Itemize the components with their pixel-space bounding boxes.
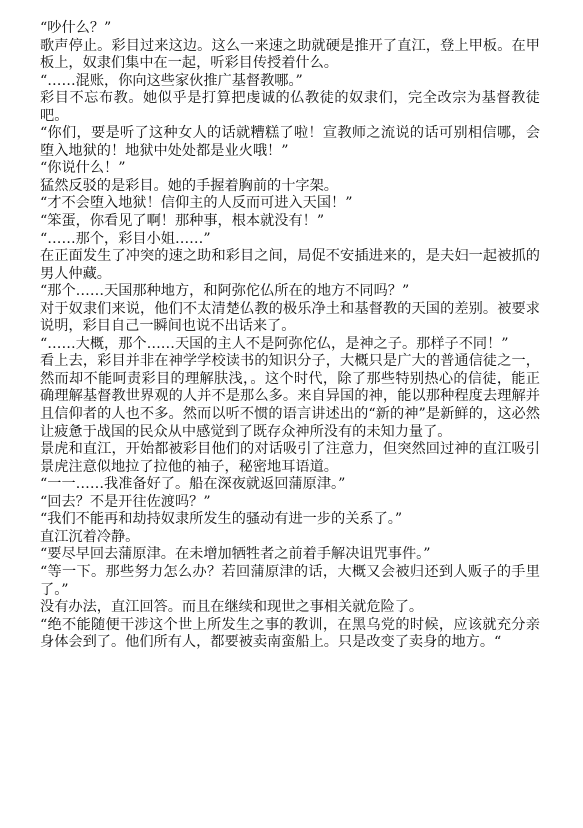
paragraph-8: “才不会堕入地狱！信仰主的人反而可进入天国！” — [40, 195, 353, 212]
paragraph-15: 看上去，彩目并非在神学学校读书的知识分子，大概只是广大的普通信徒之一，然而却不能呵责彩目的理解肤浅，。这个时代，除了那些特别热心的信徒，能正确理解基督教世界观的人并不是那么多。来自异国的神，能以那种程度去理解并且信仰者的人也不多。然而以听不惯的语言讲述出的“新的神”是新鲜的，这必然让疲惫于战国的民众从中感觉到了既存众神所没有的未知力量了。 — [40, 353, 540, 440]
paragraph-18: “回去？不是开往佐渡吗？” — [40, 493, 211, 510]
paragraph-6: “你说什么！” — [40, 160, 126, 177]
document-page — [40, 20, 540, 652]
paragraph-17: “一一……我准备好了。船在深夜就返回蒲原津。” — [40, 476, 346, 493]
paragraph-16: 景虎和直江，开始都被彩目他们的对话吸引了注意力，但突然回过神的直江吸引景虎注意似地拉了拉他的袖子，秘密地耳语道。 — [40, 441, 540, 475]
paragraph-10: “……那个，彩目小姐……” — [40, 230, 211, 247]
paragraph-5: “你们，要是听了这种女人的话就糟糕了啦！宣教师之流说的话可别相信哪，会堕入地狱的！地狱中处处都是业火哦！” — [40, 125, 540, 159]
paragraph-11: 在正面发生了冲突的速之助和彩目之间，局促不安插进来的，是夫妇一起被抓的男人仲藏。 — [40, 248, 540, 282]
paragraph-21: “要尽早回去蒲原津。在未增加牺牲者之前着手解决诅咒事件。” — [40, 546, 431, 563]
paragraph-1: “吵什么？” — [40, 20, 112, 36]
paragraph-19: “我们不能再和劫持奴隶所发生的骚动有进一步的关系了。” — [40, 511, 403, 528]
paragraph-22: “等一下。那些努力怎么办？若回蒲原津的话，大概又会被归还到人贩子的手里了。” — [40, 563, 540, 598]
paragraph-9: “笨蛋，你看见了啊！那种事，根本就没有！” — [40, 213, 325, 230]
paragraph-14: “……大概，那个……天国的主人不是阿弥佗仏，是神之子。那样子不同！” — [40, 335, 509, 352]
paragraph-13: 对于奴隶们来说，他们不太清楚仏教的极乐净土和基督教的天国的差别。被要求说明，彩目自己一瞬间也说不出话来了。 — [40, 300, 540, 335]
paragraph-20: 直江沉着冷静。 — [40, 528, 140, 545]
paragraph-3: “……混账，你向这些家伙推广基督教哪。” — [40, 72, 303, 89]
paragraph-7: 猛然反驳的是彩目。她的手握着胸前的十字架。 — [40, 177, 338, 194]
paragraph-24: “绝不能随便干涉这个世上所发生之事的教训，在黑乌党的时候，应该就充分亲身体会到了。他们所有人，都要被卖南蛮船上。只是改变了卖身的地方。“ — [40, 616, 540, 651]
paragraph-23: 没有办法，直江回答。而且在继续和现世之事相关就危险了。 — [40, 599, 424, 616]
paragraph-4: 彩目不忘布教。她似乎是打算把虔诚的仏教徒的奴隶们，完全改宗为基督教徒吧。 — [40, 90, 540, 124]
paragraph-12: “那个……天国那种地方，和阿弥佗仏所在的地方不同吗？” — [40, 283, 410, 300]
paragraph-2: 歌声停止。彩目过来这边。这么一来速之助就硬是推开了直江，登上甲板。在甲板上，奴隶们集中在一起，听彩目传授着什么。 — [40, 37, 540, 72]
